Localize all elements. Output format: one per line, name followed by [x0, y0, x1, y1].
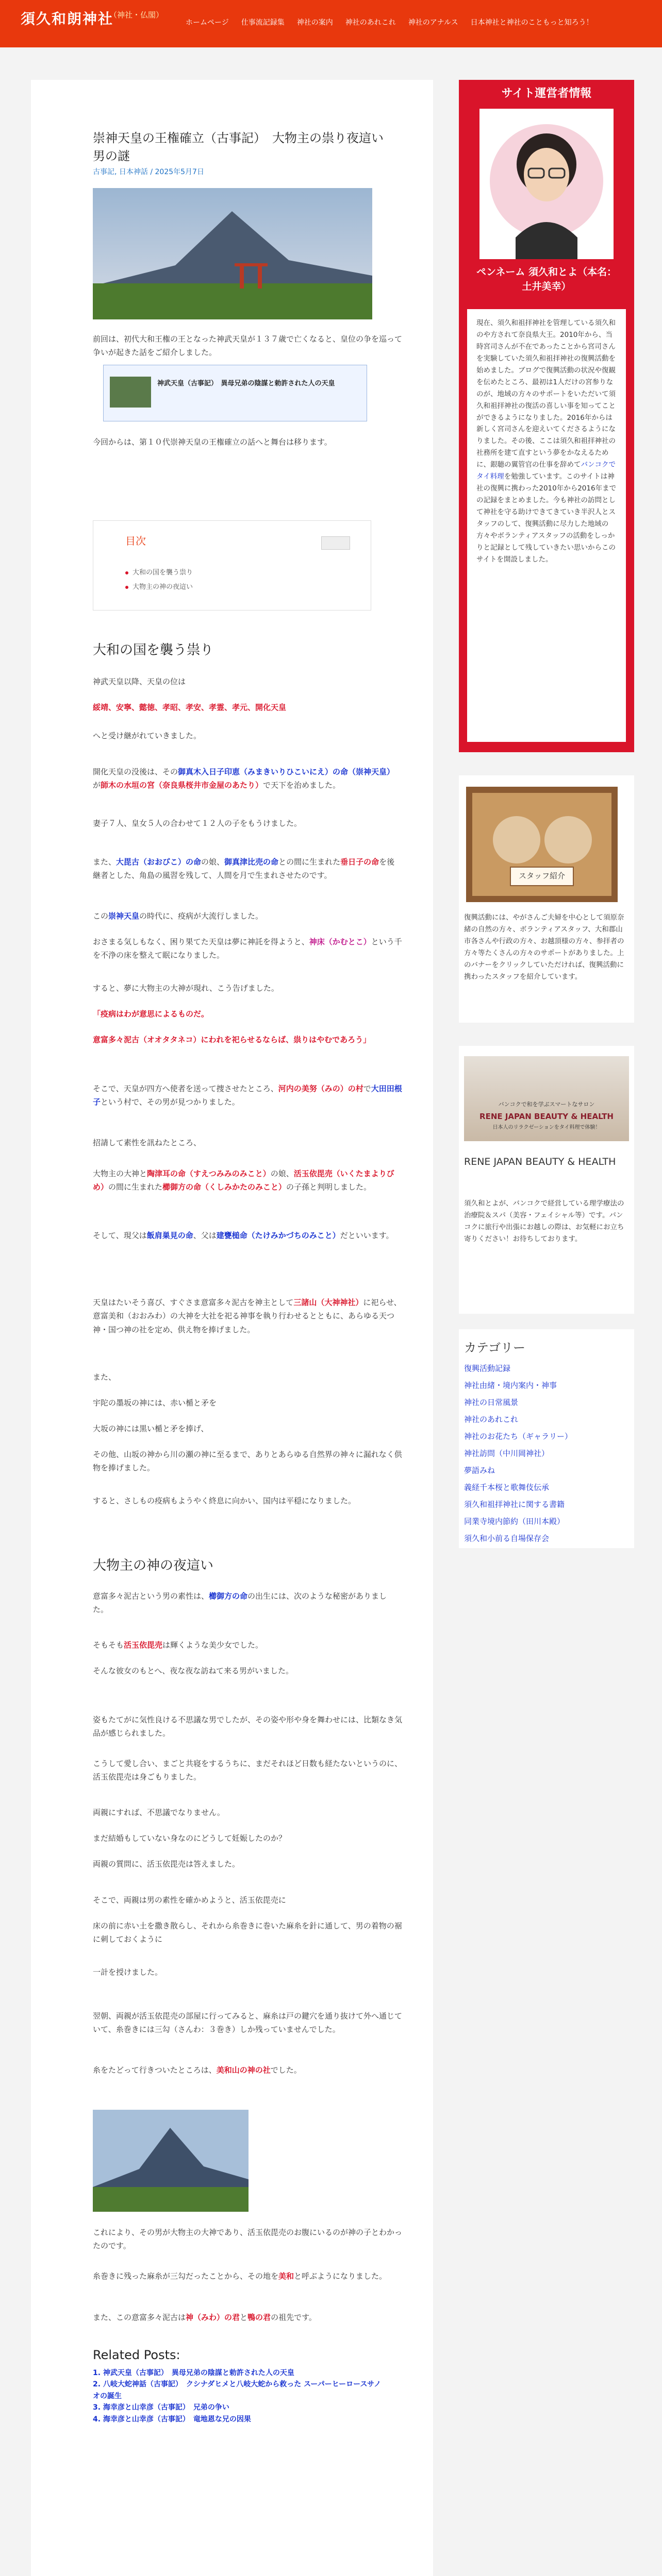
category-link[interactable]: 復興活動記録: [464, 1364, 511, 1373]
paragraph: そんな彼女のもとへ、夜な夜な訪ねて来る男がいました。: [93, 1666, 294, 1675]
paragraph: 翌朝、両親が活玉依毘売の部屋に行ってみると、麻糸は戸の鍵穴を通り抜けて外へ通じていて、糸巻きには三勾（さんわ：３巻き）しか残っていませんでした。: [93, 2011, 403, 2035]
nav-learn[interactable]: 日本神社と神社のこともっと知ろう！: [470, 19, 593, 27]
intro-paragraph: 前回は、初代大和王権の王となった神武天皇が１３７歳で亡くなると、皇位の争を巡って争いが起きた話をご紹介しました。: [93, 334, 403, 358]
nav-anals[interactable]: 神社のアナルス: [408, 19, 458, 27]
shop-widget: [459, 1046, 634, 1314]
nav-misc[interactable]: 神社のあれこれ: [345, 19, 396, 27]
paragraph: 意富多々泥古という男の素性は、櫛御方の命の出生には、次のような秘密がありました。: [93, 1591, 387, 1615]
related-list: [93, 2367, 382, 2425]
quote: 意富多々泥古（オオタタネコ）にわれを祀らせるならば、祟りはやむであろう」: [93, 1035, 371, 1044]
paragraph: すると、夢に大物主の大神が現れ、こう告げました。: [93, 984, 279, 993]
intro-paragraph-2: 今回からは、第１０代崇神天皇の王権確立の話へと舞台は移ります。: [93, 437, 332, 447]
paragraph: 大物主の大神と陶津耳の命（すえつみみのみこと）の娘、活玉依毘売（いくたまよりびめ）の間に生まれた櫛御方の命（くしみかたのみこと）の子孫と判明しました。: [93, 1169, 394, 1192]
paragraph: 大坂の神には黒い楯と矛を捧げ、: [93, 1424, 209, 1433]
staff-banner[interactable]: [465, 786, 619, 903]
shop-title: RENE JAPAN BEAUTY & HEALTH: [464, 1156, 616, 1167]
paragraph: まだ結婚もしていない身なのにどうして妊娠したのか？: [93, 1834, 287, 1843]
category-link[interactable]: 同業寺境内節約（田川本殿）: [464, 1517, 565, 1526]
admin-photo-frame: [479, 109, 614, 259]
shop-banner-line1: バンコクで和を学ぶスマートなサロン: [498, 1101, 595, 1108]
category-link[interactable]: 神社訪問（中川岡神社）: [464, 1449, 550, 1458]
paragraph: その他、山坂の神から川の瀬の神に至るまで、ありとあらゆる自然界の神々に漏れなく供物を捧げました。: [93, 1450, 402, 1473]
site-subtitle: （神社・仏閣）: [109, 10, 164, 20]
paragraph: 両親にすれば、不思議でなりません。: [93, 1808, 225, 1817]
mountain-image: [93, 2110, 249, 2212]
highlight-kings: 綏靖、安寧、懿徳、孝昭、孝安、孝霊、孝元、開化天皇: [93, 703, 287, 712]
toc-item[interactable]: 大物主の神の夜這い: [125, 582, 193, 594]
related-title: Related Posts:: [93, 2348, 180, 2362]
paragraph: 開化天皇の没後は、その御真木入日子印恵（みまきいりひこいにえ）の命（崇神天皇）が師木の水垣の宮（奈良県桜井市金屋のあたり）で天下を治めました。: [93, 767, 395, 790]
related-post-link[interactable]: 1. 神武天皇（古事記） 異母兄弟の陰謀と勅許された人の天皇: [93, 2369, 294, 2377]
paragraph: これにより、その男が大物主の大神であり、活玉依毘売のお腹にいるのが神の子とわかったのです。: [93, 2228, 403, 2251]
site-header: [0, 0, 662, 47]
category-link[interactable]: 須久和小前る自場保存会: [464, 1534, 550, 1543]
staff-widget: [459, 775, 634, 1023]
nav-guide[interactable]: 神社の案内: [296, 19, 333, 27]
paragraph: また、この意富多々泥古は神（みわ）の君と鴨の君の祖先です。: [93, 2313, 317, 2322]
paragraph: 妻子７人、皇女５人の合わせて１２人の子をもうけました。: [93, 819, 302, 828]
shop-banner[interactable]: [464, 1056, 629, 1141]
category-link[interactable]: 神社のお花たち（ギャラリー）: [464, 1432, 573, 1441]
paragraph: そもそも活玉依毘売は輝くような美少女でした。: [93, 1640, 263, 1650]
category-title: カテゴリー: [464, 1341, 526, 1355]
bio-link[interactable]: バンコクでタイ料理: [476, 461, 616, 481]
category-link[interactable]: 神社由緒・境内案内・神事: [464, 1381, 557, 1390]
paragraph: そして、現父は飯肩巣見の命、父は建甕槌命（たけみかづちのみこと）だといいます。: [93, 1231, 394, 1240]
admin-widget-title: サイト運営者情報: [501, 87, 592, 100]
hero-image: [93, 188, 372, 319]
toc-box: [93, 520, 371, 611]
category-link[interactable]: 須久和祖拝神社に関する書籍: [464, 1500, 565, 1509]
related-post-link[interactable]: 4. 海幸彦と山幸彦（古事記） 竜地恩な兄の因果: [93, 2415, 251, 2424]
paragraph: そこで、両親は男の素性を確かめようと、活玉依毘売に: [93, 1895, 286, 1905]
toc-title: 目次: [125, 535, 146, 547]
admin-bio: 現在、須久和祖拝神社を管理している須久和のや方されて奈良県大王。2010年から、当時宮司さんが不在であったことから宮司さんを実験していた須久和祖拝神社の復興活動を始めました。ブログで復興活動の状況や復観を伝めたところ、最初は1人だけの宮参りなのが、地域の方々のサポートをいただいて須久和祖拝神社の復活の喜しい事を知ってことができるようになりました。2016年からは新しく宮司さんを迎えいてくださるようになりました。その後、ここは須久和祖拝神社の社務所を建て直すという夢をかなえるために、銀聴の翼管官の仕事を辞めてバンコクでタイ料理を勉強しています。このサイトは神社の復興に携わった2010年から2016年までの記録をまとめました。今も神社の訪問として神社を守る助けできてきていき半沢人とスタッフのして、復興活動に尽力した地域の方々やボランティアスタッフの活動をしっかりと記録として残していきたい思いからこのサイトを開設しました。: [467, 309, 626, 742]
paragraph: 糸巻きに残った麻糸が三勾だったことから、その地を美和と呼ぶようになりました。: [93, 2272, 387, 2281]
paragraph: すると、さしもの疫病もようやく終息に向かい、国内は平穏になりました。: [93, 1496, 356, 1505]
category-link[interactable]: 義経千本桜と歌舞伎伝承: [464, 1483, 550, 1492]
paragraph: 招請して素性を訊ねたところ、: [93, 1138, 202, 1147]
admin-photo: [479, 109, 614, 259]
nav-home[interactable]: ホームページ: [186, 19, 229, 27]
paragraph: おさまる気しもなく、困り果てた天皇は夢に神託を得ようと、神床（かむとこ）という千を不浄の床を整えて眠になりました。: [93, 937, 402, 960]
paragraph: そこで、天皇が四方へ使者を送って捜させたところ、河内の美努（みの）の村で大田田根子という村で、その男が見つかりました。: [93, 1084, 402, 1107]
nav-records[interactable]: 仕事流記録集: [241, 19, 285, 27]
section-heading: 大物主の神の夜這い: [93, 1558, 214, 1573]
shop-banner-line2: RENE JAPAN BEAUTY & HEALTH: [479, 1112, 614, 1121]
link-card-title: 神武天皇（古事記） 異母兄弟の陰謀と勅許された人の天皇: [157, 380, 335, 387]
article-meta[interactable]: 古事記, 日本神話 / 2025年5月7日: [93, 168, 204, 176]
paragraph: 糸をたどって行きついたところは、美和山の神の社でした。: [93, 2065, 302, 2075]
article-container: [31, 80, 433, 2576]
link-card[interactable]: [103, 365, 367, 421]
related-post-link[interactable]: 3. 海幸彦と山幸彦（古事記） 兄弟の争い: [93, 2403, 229, 2412]
toc-item[interactable]: 大和の国を襲う祟り: [125, 567, 193, 579]
shop-text: 須久和とよが、バンコクで経営している理学療法の治療院＆スパ（美容・フェイシャル等）です。バンコクに旅行や出張にお越しの際は、お気軽にお立ち寄りください！お待ちしております。: [464, 1199, 624, 1243]
paragraph: 天皇はたいそう喜び、すぐさま意富多々泥古を神主として三諸山（大神神社）に祀らせ、意富美和（おおみわ）の大神を大社を祀る神事を執り行わせるとともに、あらゆる天つ神・国つ神の社を定め、供え物を捧げました。: [93, 1298, 402, 1334]
admin-penname: ペンネーム 須久和とよ（本名：土井美幸）: [476, 266, 617, 292]
paragraph: 宇陀の墨坂の神には、赤い楯と矛を: [93, 1398, 217, 1408]
paragraph: この崇神天皇の時代に、疫病が大流行しました。: [93, 911, 263, 921]
paragraph: 一計を授けました。: [93, 1968, 163, 1977]
paragraph: こうして愛し合い、まごと共寝をするうちに、まだそれほど日数も経たないというのに、活玉依毘売は身ごもりました。: [93, 1759, 403, 1782]
category-widget: [459, 1329, 634, 1548]
category-list: [464, 1360, 629, 1547]
paragraph: また、: [93, 1372, 117, 1382]
staff-text: 復興活動には、やがさんご夫婦を中心として須原奈緒の自然の方々、ボランティアスタッフ、大和郡山市各さんや行政の方々、お越頂様の方々、参拝者の方々等たくさんの方々のサポートがありました。上のバナーをクリックしていただければ、復興活動に携わったスタッフを紹介しています。: [464, 913, 624, 981]
link-card-thumb: [110, 377, 151, 408]
paragraph: 神武天皇以降、天皇の位は: [93, 677, 186, 686]
admin-widget: [459, 80, 634, 752]
site-logo[interactable]: 須久和朗神社: [21, 10, 114, 27]
shop-banner-line3: 日本人のリラクゼーションをタイ料理で体験！: [492, 1125, 601, 1130]
category-link[interactable]: 神社のあれこれ: [464, 1415, 519, 1424]
quote: 「疫病はわが意思によるものだ。: [93, 1009, 209, 1019]
staff-badge[interactable]: スタッフ紹介: [518, 871, 565, 880]
main-nav: [186, 16, 593, 29]
paragraph: また、大毘古（おおびこ）の命の娘、御真津比売の命との間に生まれた垂日子の命を後継者とした、角島の風習を残して、人間を月で生まれさせたのです。: [93, 857, 395, 880]
paragraph: へと受け継がれていきました。: [93, 731, 202, 740]
toc-toggle-button[interactable]: [321, 536, 350, 550]
section-heading: 大和の国を襲う祟り: [93, 642, 214, 658]
category-link[interactable]: 神社の日常風景: [464, 1398, 519, 1407]
category-link[interactable]: 夢語みね: [464, 1466, 495, 1475]
article-title: 崇神天皇の王権確立（古事記） 大物主の祟り夜這い男の謎: [93, 131, 384, 163]
paragraph: 両親の質問に、活玉依毘売は答えました。: [93, 1859, 240, 1869]
paragraph: 床の前に赤い土を撒き散らし、それから糸巻きに巻いた麻糸を針に通して、男の着物の裾に刺しておくように: [93, 1921, 402, 1944]
related-post-link[interactable]: 2. 八岐大蛇神話（古事記） クシナダヒメと八岐大蛇から救った スーパーヒーロースサノオの誕生: [93, 2380, 382, 2400]
paragraph: 姿もたてがに気性良ける不思議な男でしたが、その姿や形や身を舞わせには、比類なき気品が感じられました。: [93, 1715, 403, 1738]
